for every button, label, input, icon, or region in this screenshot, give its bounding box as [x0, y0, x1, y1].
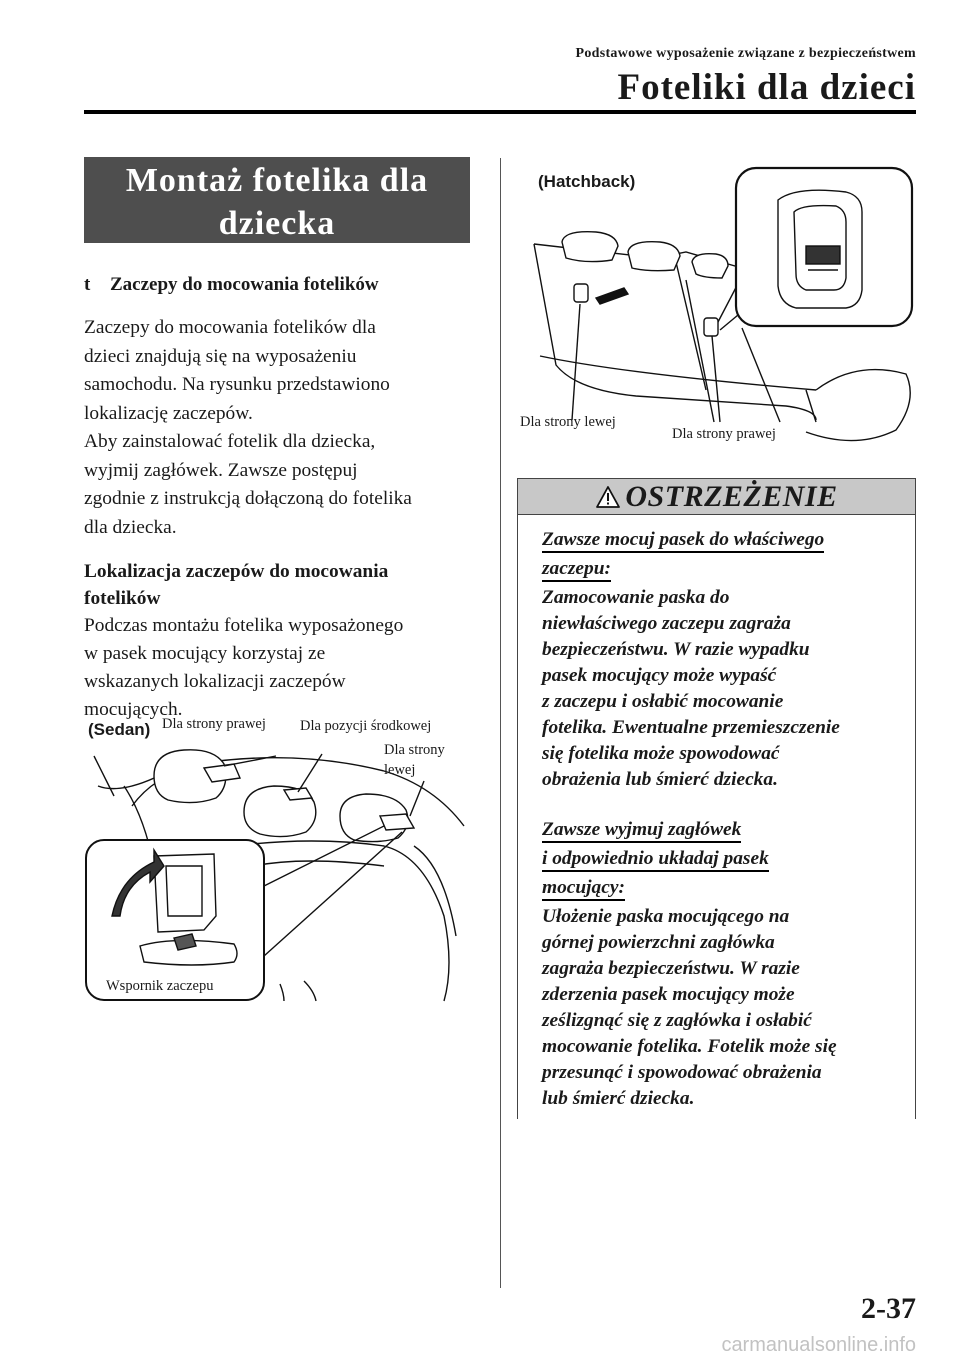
text-line: mocujących. — [84, 699, 183, 720]
warning-text-line: lub śmierć dziecka. — [542, 1088, 695, 1109]
column-divider — [500, 158, 501, 1288]
warning-title: OSTRZEŻENIE — [625, 479, 838, 513]
warning-text-line: z zaczepu i osłabić mocowanie — [542, 691, 784, 712]
text-line: Lokalizacja zaczepów do mocowania — [84, 561, 389, 582]
hatchback-tag: (Hatchback) — [538, 172, 636, 191]
text-line: wyjmij zagłówek. Zawsze postępuj — [84, 459, 358, 481]
warning-heading-line: Zawsze wyjmuj zagłówek — [542, 818, 741, 843]
label-left-side-2: lewej — [384, 762, 416, 778]
warning-text-line: Zamocowanie paska do — [542, 587, 730, 608]
text-line: fotelików — [84, 588, 161, 609]
warning-text-line: górnej powierzchni zagłówka — [542, 932, 775, 953]
warning-text-line: niewłaściwego zaczepu zagraża — [542, 613, 791, 634]
subsection-heading — [84, 274, 379, 296]
sedan-tag: (Sedan) — [88, 720, 151, 739]
text-line: lokalizację zaczepów. — [84, 402, 253, 424]
sedan-seat-illustration — [84, 716, 476, 1006]
section-title-line: Montaż fotelika dla — [125, 162, 429, 199]
sedan-anchor-figure — [84, 716, 476, 1006]
hatchback-seat-illustration — [516, 160, 918, 452]
warning-text-line: zderzenia pasek mocujący może — [542, 984, 795, 1005]
subsection-heading-text: Zaczepy do mocowania fotelików — [110, 274, 379, 295]
page-number: 2-37 — [861, 1292, 916, 1325]
warning-text-line: mocowanie fotelika. Fotelik może się — [542, 1036, 837, 1057]
bullet-marker: t — [84, 274, 91, 295]
text-line: wskazanych lokalizacji zaczepów — [84, 671, 346, 692]
section-title-line: dziecka — [218, 205, 336, 242]
label-center-position: Dla pozycji środkowej — [300, 718, 432, 734]
text-line: zgodnie z instrukcją dołączoną do fotelika — [84, 488, 412, 509]
running-header-title: Foteliki dla dzieci — [617, 67, 916, 108]
running-header-subtitle: Podstawowe wyposażenie związane z bezpieczeństwem — [575, 46, 916, 61]
warning-heading-line: mocujący: — [542, 876, 625, 901]
warning-text-line: pasek mocujący może wypaść — [542, 665, 777, 686]
location-paragraph — [84, 612, 474, 724]
text-line: w pasek mocujący korzystaj ze — [84, 643, 326, 664]
warning-header — [518, 479, 915, 515]
warning-heading-line: i odpowiednio układaj pasek — [542, 847, 769, 872]
warning-text-line: przesunąć i spowodować obrażenia — [542, 1062, 822, 1083]
warning-text-line: się fotelika może spowodować — [542, 743, 780, 764]
text-line: dzieci znajdują się na wyposażeniu — [84, 345, 357, 367]
label-right-side: Dla strony prawej — [672, 426, 776, 442]
intro-paragraph — [84, 314, 474, 542]
watermark: carmanualsonline.info — [721, 1334, 916, 1356]
label-left-side: Dla strony — [384, 742, 445, 758]
warning-heading-line: zaczepu: — [542, 557, 611, 582]
text-line: Podczas montażu fotelika wyposażonego — [84, 615, 404, 636]
warning-text-line: zagraża bezpieczeństwu. W razie — [542, 958, 800, 979]
warning-text-line: fotelika. Ewentualne przemieszczenie — [542, 717, 840, 738]
warning-text-line: bezpieczeństwu. W razie wypadku — [542, 639, 810, 660]
warning-box — [517, 478, 916, 1119]
label-right-side: Dla strony prawej — [162, 716, 266, 732]
text-line: Zaczepy do mocowania fotelików dla — [84, 317, 376, 338]
warning-heading-line: Zawsze mocuj pasek do właściwego — [542, 528, 824, 553]
text-line: samochodu. Na rysunku przedstawiono — [84, 374, 390, 395]
warning-text-line: obrażenia lub śmierć dziecka. — [542, 769, 778, 790]
warning-text-line: ześlizgnąć się z zagłówka i osłabić — [542, 1010, 812, 1031]
warning-body — [518, 515, 915, 1112]
location-heading — [84, 558, 474, 612]
label-anchor-bracket: Wspornik zaczepu — [106, 978, 214, 994]
text-line: dla dziecka. — [84, 516, 177, 538]
warning-triangle-icon — [595, 485, 621, 509]
label-left-side: Dla strony lewej — [520, 414, 616, 430]
warning-text-line: Ułożenie paska mocującego na — [542, 906, 790, 927]
hatchback-anchor-figure — [516, 160, 918, 452]
header-rule — [84, 110, 916, 114]
text-line: Aby zainstalować fotelik dla dziecka, — [84, 431, 376, 452]
section-title-box — [84, 157, 470, 243]
